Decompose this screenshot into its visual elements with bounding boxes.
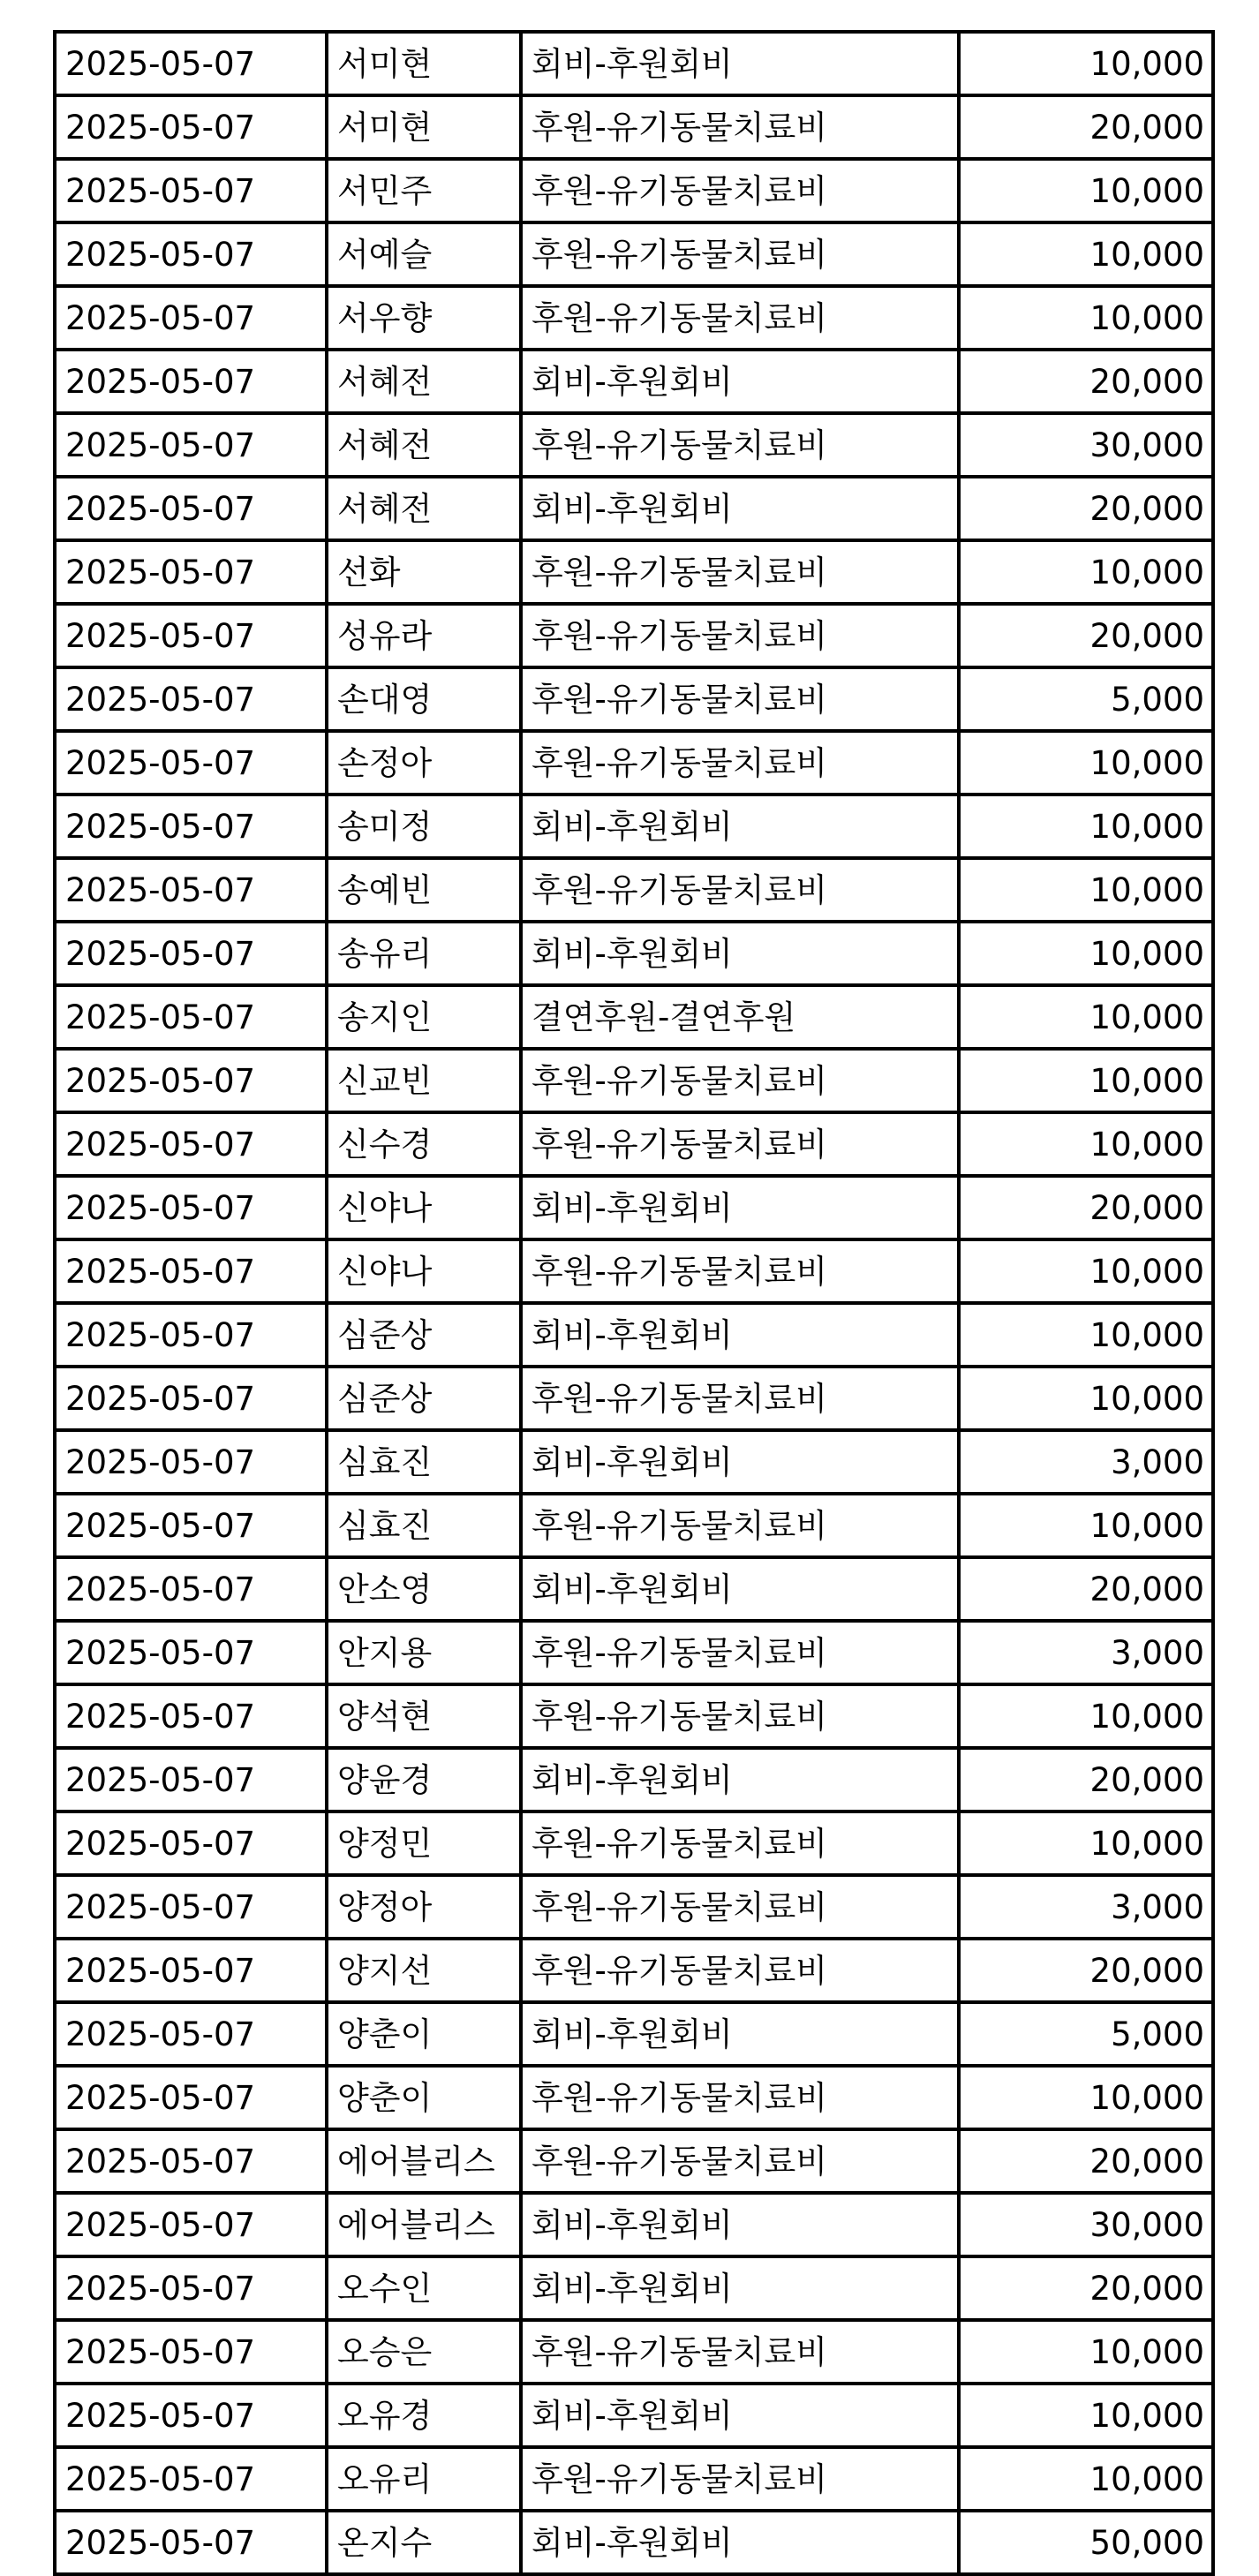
donor-name-cell: 심효진: [327, 1430, 521, 1494]
table-row: [55, 1811, 1213, 1875]
donor-name-cell: 에어블리스: [327, 2129, 521, 2193]
table-row: [55, 1303, 1213, 1367]
amount-cell: 10,000: [959, 922, 1213, 985]
date-cell: 2025-05-07: [55, 1684, 327, 1748]
table-row: [55, 1684, 1213, 1748]
amount-cell: 10,000: [959, 1049, 1213, 1112]
table-row: [55, 32, 1213, 95]
donation-ledger-table: [53, 30, 1215, 2576]
date-cell: 2025-05-07: [55, 985, 327, 1049]
category-cell: 후원-유기동물치료비: [521, 1875, 959, 1939]
date-cell: 2025-05-07: [55, 1176, 327, 1239]
donor-name-cell: 안소영: [327, 1557, 521, 1621]
donor-name-cell: 신교빈: [327, 1049, 521, 1112]
date-cell: 2025-05-07: [55, 922, 327, 985]
donor-name-cell: 서우향: [327, 286, 521, 350]
date-cell: 2025-05-07: [55, 1875, 327, 1939]
table-row: [55, 795, 1213, 858]
amount-cell: 20,000: [959, 1939, 1213, 2002]
donor-name-cell: 서혜전: [327, 477, 521, 540]
donor-name-cell: 오승은: [327, 2320, 521, 2384]
donor-name-cell: 오유리: [327, 2447, 521, 2511]
category-cell: 회비-후원회비: [521, 1557, 959, 1621]
donor-name-cell: 안지용: [327, 1621, 521, 1684]
date-cell: 2025-05-07: [55, 795, 327, 858]
donor-name-cell: 서미현: [327, 95, 521, 159]
table-row: [55, 2256, 1213, 2320]
donor-name-cell: 양정민: [327, 1811, 521, 1875]
amount-cell: 10,000: [959, 159, 1213, 222]
category-cell: 후원-유기동물치료비: [521, 1621, 959, 1684]
donor-name-cell: 온지수: [327, 2511, 521, 2574]
category-cell: 회비-후원회비: [521, 1430, 959, 1494]
date-cell: 2025-05-07: [55, 222, 327, 286]
date-cell: 2025-05-07: [55, 731, 327, 795]
amount-cell: 20,000: [959, 2256, 1213, 2320]
category-cell: 후원-유기동물치료비: [521, 667, 959, 731]
donor-name-cell: 서혜전: [327, 413, 521, 477]
donor-name-cell: 서미현: [327, 32, 521, 95]
table-row: [55, 1239, 1213, 1303]
category-cell: 회비-후원회비: [521, 922, 959, 985]
table-row: [55, 2511, 1213, 2574]
amount-cell: 10,000: [959, 1112, 1213, 1176]
category-cell: 후원-유기동물치료비: [521, 1367, 959, 1430]
date-cell: 2025-05-07: [55, 1494, 327, 1557]
amount-cell: 10,000: [959, 2384, 1213, 2447]
table-row: [55, 95, 1213, 159]
category-cell: 후원-유기동물치료비: [521, 1112, 959, 1176]
amount-cell: 20,000: [959, 604, 1213, 667]
category-cell: 후원-유기동물치료비: [521, 159, 959, 222]
category-cell: 후원-유기동물치료비: [521, 1811, 959, 1875]
table-row: [55, 731, 1213, 795]
donor-name-cell: 손정아: [327, 731, 521, 795]
category-cell: 후원-유기동물치료비: [521, 1239, 959, 1303]
table-row: [55, 159, 1213, 222]
category-cell: 후원-유기동물치료비: [521, 731, 959, 795]
donor-name-cell: 서민주: [327, 159, 521, 222]
amount-cell: 20,000: [959, 1557, 1213, 1621]
date-cell: 2025-05-07: [55, 1748, 327, 1811]
amount-cell: 20,000: [959, 95, 1213, 159]
donor-name-cell: 양지선: [327, 1939, 521, 2002]
date-cell: 2025-05-07: [55, 2066, 327, 2129]
category-cell: 결연후원-결연후원: [521, 985, 959, 1049]
amount-cell: 3,000: [959, 1430, 1213, 1494]
category-cell: 후원-유기동물치료비: [521, 2129, 959, 2193]
date-cell: 2025-05-07: [55, 1939, 327, 2002]
table-row: [55, 2193, 1213, 2256]
amount-cell: 30,000: [959, 2193, 1213, 2256]
category-cell: 회비-후원회비: [521, 32, 959, 95]
amount-cell: 5,000: [959, 667, 1213, 731]
amount-cell: 30,000: [959, 413, 1213, 477]
date-cell: 2025-05-07: [55, 286, 327, 350]
amount-cell: 10,000: [959, 32, 1213, 95]
donor-name-cell: 송지인: [327, 985, 521, 1049]
amount-cell: 10,000: [959, 1367, 1213, 1430]
date-cell: 2025-05-07: [55, 95, 327, 159]
table-row: [55, 2002, 1213, 2066]
table-row: [55, 540, 1213, 604]
amount-cell: 10,000: [959, 222, 1213, 286]
category-cell: 후원-유기동물치료비: [521, 1684, 959, 1748]
ledger-body: [55, 32, 1213, 2574]
date-cell: 2025-05-07: [55, 32, 327, 95]
category-cell: 회비-후원회비: [521, 795, 959, 858]
category-cell: 회비-후원회비: [521, 2256, 959, 2320]
donor-name-cell: 오유경: [327, 2384, 521, 2447]
category-cell: 회비-후원회비: [521, 1748, 959, 1811]
date-cell: 2025-05-07: [55, 1239, 327, 1303]
donor-name-cell: 심효진: [327, 1494, 521, 1557]
donor-name-cell: 송미정: [327, 795, 521, 858]
date-cell: 2025-05-07: [55, 350, 327, 413]
donor-name-cell: 송예빈: [327, 858, 521, 922]
amount-cell: 20,000: [959, 2129, 1213, 2193]
amount-cell: 50,000: [959, 2511, 1213, 2574]
category-cell: 후원-유기동물치료비: [521, 286, 959, 350]
donor-name-cell: 신야나: [327, 1176, 521, 1239]
donor-name-cell: 서혜전: [327, 350, 521, 413]
date-cell: 2025-05-07: [55, 1430, 327, 1494]
date-cell: 2025-05-07: [55, 2320, 327, 2384]
date-cell: 2025-05-07: [55, 1049, 327, 1112]
date-cell: 2025-05-07: [55, 2447, 327, 2511]
category-cell: 후원-유기동물치료비: [521, 1494, 959, 1557]
date-cell: 2025-05-07: [55, 1811, 327, 1875]
amount-cell: 10,000: [959, 1811, 1213, 1875]
amount-cell: 5,000: [959, 2002, 1213, 2066]
table-row: [55, 1176, 1213, 1239]
category-cell: 회비-후원회비: [521, 2511, 959, 2574]
donor-name-cell: 심준상: [327, 1367, 521, 1430]
table-row: [55, 2384, 1213, 2447]
category-cell: 후원-유기동물치료비: [521, 2066, 959, 2129]
category-cell: 회비-후원회비: [521, 1176, 959, 1239]
table-row: [55, 1112, 1213, 1176]
category-cell: 후원-유기동물치료비: [521, 413, 959, 477]
table-row: [55, 922, 1213, 985]
table-row: [55, 604, 1213, 667]
donor-name-cell: 신수경: [327, 1112, 521, 1176]
date-cell: 2025-05-07: [55, 477, 327, 540]
table-row: [55, 985, 1213, 1049]
category-cell: 후원-유기동물치료비: [521, 1049, 959, 1112]
donor-name-cell: 양윤경: [327, 1748, 521, 1811]
table-row: [55, 350, 1213, 413]
table-row: [55, 477, 1213, 540]
table-row: [55, 2129, 1213, 2193]
amount-cell: 10,000: [959, 731, 1213, 795]
table-row: [55, 222, 1213, 286]
table-row: [55, 1430, 1213, 1494]
amount-cell: 10,000: [959, 2447, 1213, 2511]
date-cell: 2025-05-07: [55, 858, 327, 922]
table-row: [55, 2066, 1213, 2129]
amount-cell: 10,000: [959, 1684, 1213, 1748]
category-cell: 회비-후원회비: [521, 2002, 959, 2066]
category-cell: 후원-유기동물치료비: [521, 95, 959, 159]
table-row: [55, 1557, 1213, 1621]
amount-cell: 10,000: [959, 286, 1213, 350]
donor-name-cell: 선화: [327, 540, 521, 604]
table-row: [55, 1621, 1213, 1684]
category-cell: 후원-유기동물치료비: [521, 540, 959, 604]
table-row: [55, 1367, 1213, 1430]
donor-name-cell: 성유라: [327, 604, 521, 667]
donor-name-cell: 양정아: [327, 1875, 521, 1939]
donor-name-cell: 송유리: [327, 922, 521, 985]
category-cell: 후원-유기동물치료비: [521, 222, 959, 286]
date-cell: 2025-05-07: [55, 1367, 327, 1430]
date-cell: 2025-05-07: [55, 159, 327, 222]
amount-cell: 20,000: [959, 477, 1213, 540]
table-row: [55, 286, 1213, 350]
category-cell: 회비-후원회비: [521, 1303, 959, 1367]
category-cell: 후원-유기동물치료비: [521, 1939, 959, 2002]
amount-cell: 10,000: [959, 2320, 1213, 2384]
category-cell: 후원-유기동물치료비: [521, 2320, 959, 2384]
date-cell: 2025-05-07: [55, 2002, 327, 2066]
table-row: [55, 1049, 1213, 1112]
table-row: [55, 858, 1213, 922]
table-row: [55, 2320, 1213, 2384]
date-cell: 2025-05-07: [55, 1303, 327, 1367]
date-cell: 2025-05-07: [55, 1557, 327, 1621]
amount-cell: 3,000: [959, 1875, 1213, 1939]
amount-cell: 10,000: [959, 540, 1213, 604]
amount-cell: 10,000: [959, 2066, 1213, 2129]
category-cell: 후원-유기동물치료비: [521, 604, 959, 667]
amount-cell: 10,000: [959, 1239, 1213, 1303]
amount-cell: 3,000: [959, 1621, 1213, 1684]
date-cell: 2025-05-07: [55, 413, 327, 477]
donor-name-cell: 심준상: [327, 1303, 521, 1367]
date-cell: 2025-05-07: [55, 2256, 327, 2320]
donor-name-cell: 오수인: [327, 2256, 521, 2320]
donor-name-cell: 양석현: [327, 1684, 521, 1748]
amount-cell: 10,000: [959, 1303, 1213, 1367]
table-row: [55, 1939, 1213, 2002]
category-cell: 후원-유기동물치료비: [521, 858, 959, 922]
category-cell: 회비-후원회비: [521, 350, 959, 413]
donor-name-cell: 양춘이: [327, 2002, 521, 2066]
table-row: [55, 1494, 1213, 1557]
amount-cell: 20,000: [959, 350, 1213, 413]
table-row: [55, 667, 1213, 731]
amount-cell: 10,000: [959, 985, 1213, 1049]
category-cell: 후원-유기동물치료비: [521, 2447, 959, 2511]
date-cell: 2025-05-07: [55, 2384, 327, 2447]
date-cell: 2025-05-07: [55, 2511, 327, 2574]
donor-name-cell: 서예슬: [327, 222, 521, 286]
date-cell: 2025-05-07: [55, 1621, 327, 1684]
date-cell: 2025-05-07: [55, 2193, 327, 2256]
category-cell: 회비-후원회비: [521, 2193, 959, 2256]
date-cell: 2025-05-07: [55, 667, 327, 731]
table-row: [55, 1875, 1213, 1939]
table-row: [55, 413, 1213, 477]
donor-name-cell: 신야나: [327, 1239, 521, 1303]
table-row: [55, 2447, 1213, 2511]
amount-cell: 20,000: [959, 1176, 1213, 1239]
date-cell: 2025-05-07: [55, 540, 327, 604]
category-cell: 회비-후원회비: [521, 477, 959, 540]
amount-cell: 10,000: [959, 858, 1213, 922]
amount-cell: 10,000: [959, 1494, 1213, 1557]
amount-cell: 10,000: [959, 795, 1213, 858]
table-row: [55, 1748, 1213, 1811]
donor-name-cell: 양춘이: [327, 2066, 521, 2129]
category-cell: 회비-후원회비: [521, 2384, 959, 2447]
date-cell: 2025-05-07: [55, 2129, 327, 2193]
donor-name-cell: 에어블리스: [327, 2193, 521, 2256]
donor-name-cell: 손대영: [327, 667, 521, 731]
date-cell: 2025-05-07: [55, 1112, 327, 1176]
amount-cell: 20,000: [959, 1748, 1213, 1811]
date-cell: 2025-05-07: [55, 604, 327, 667]
